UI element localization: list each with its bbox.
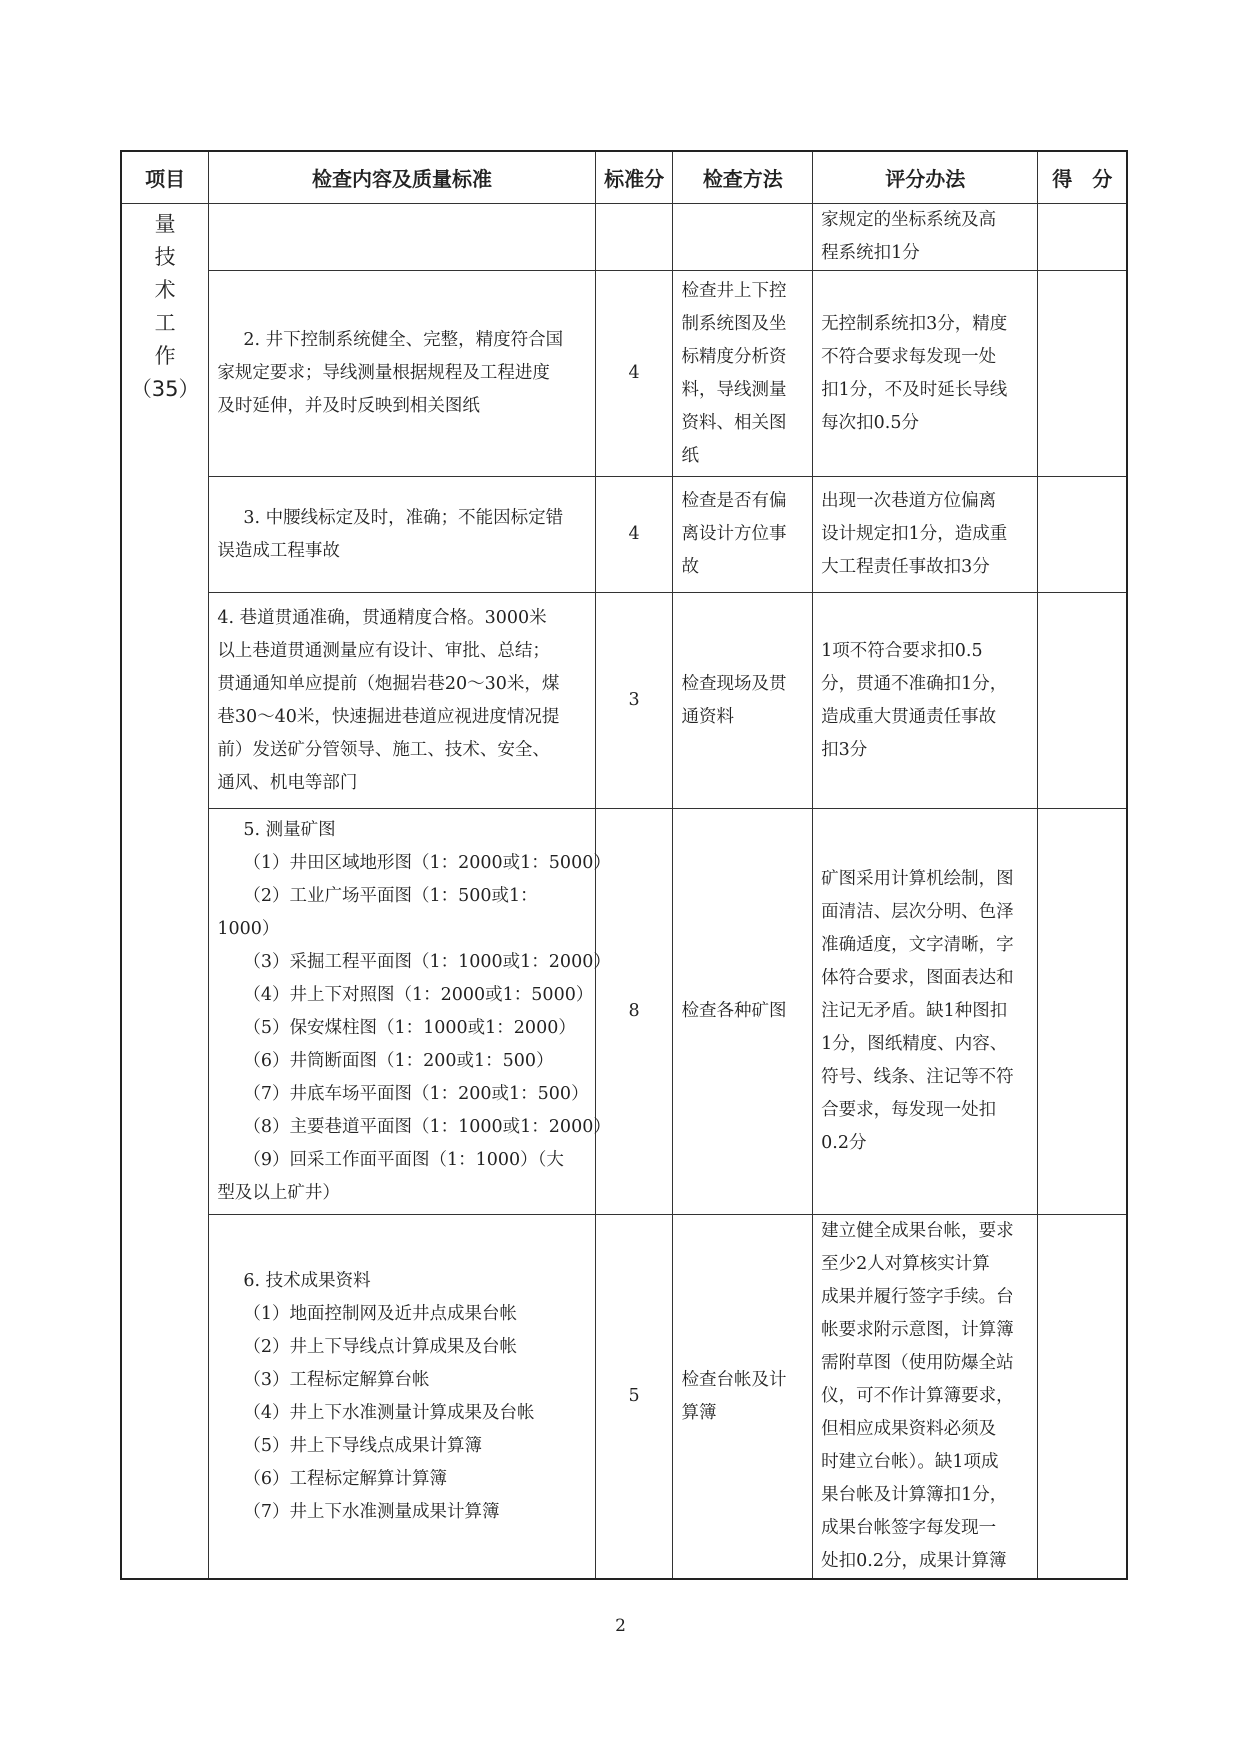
- rule-line: 注记无矛盾。缺1种图扣: [821, 1001, 1008, 1021]
- rule-cell: [813, 593, 1038, 809]
- rule-line: 不符合要求每发现一处: [821, 346, 997, 367]
- rule-cell: [813, 1215, 1038, 1580]
- rule-line: 造成重大贯通责任事故: [821, 706, 997, 727]
- header-content: 检查内容及质量标准: [209, 151, 595, 204]
- method-line: 检查各种矿图: [681, 1001, 787, 1021]
- content-item: （5）井上下导线点成果计算簿: [243, 1435, 482, 1456]
- rule-line: 分，贯通不准确扣1分，: [821, 673, 1008, 694]
- method-line: 料，导线测量: [681, 379, 787, 400]
- content-line: 3. 中腰线标定及时，准确；不能因标定错: [243, 507, 564, 528]
- content-line: 2. 井下控制系统健全、完整，精度符合国: [243, 330, 564, 350]
- page-number: 2: [615, 1616, 626, 1636]
- content-item: （7）井底车场平面图（1：200或1：500）: [243, 1083, 589, 1104]
- score-cell: 8: [595, 809, 673, 1215]
- rule-line: 大工程责任事故扣3分: [821, 557, 990, 577]
- content-cell: [209, 204, 595, 271]
- content-cell: [209, 271, 595, 477]
- content-item: （5）保安煤柱图（1：1000或1：2000）: [243, 1017, 576, 1038]
- content-item: （4）井上下对照图（1：2000或1：5000）: [243, 984, 594, 1005]
- method-line: 检查是否有偏: [681, 491, 787, 511]
- method-cell: [673, 593, 813, 809]
- rule-line: 准确适度，文字清晰，字: [821, 935, 1014, 955]
- content-item: （1）井田区域地形图（1：2000或1：5000）: [243, 852, 611, 873]
- rule-line: 成果并履行签字手续。台: [821, 1287, 1014, 1307]
- rule-line: 设计规定扣1分，造成重: [821, 524, 1008, 544]
- table-row: [121, 809, 1127, 1215]
- rule-cell: [813, 204, 1038, 271]
- content-cell: [209, 1215, 595, 1580]
- content-title: 5. 测量矿图: [243, 819, 336, 840]
- method-cell: [673, 271, 813, 477]
- got-cell: [1038, 204, 1127, 271]
- rule-line: 至少2人对算核实计算: [821, 1254, 990, 1274]
- content-line: 误造成工程事故: [217, 540, 340, 561]
- method-line: 制系统图及坐: [681, 313, 787, 334]
- content-line: 及时延伸，并及时反映到相关图纸: [217, 396, 480, 416]
- got-cell: [1038, 593, 1127, 809]
- content-item: （9）回采工作面平面图（1：1000）（大: [243, 1149, 564, 1170]
- score-cell: [595, 204, 673, 271]
- rule-line: 仪，可不作计算簿要求，: [821, 1386, 1014, 1406]
- rule-line: 合要求，每发现一处扣: [821, 1100, 997, 1120]
- rule-cell: [813, 477, 1038, 593]
- rule-line: 处扣0.2分，成果计算簿: [821, 1551, 1007, 1571]
- rule-line: 帐要求附示意图，计算簿: [821, 1320, 1014, 1340]
- method-line: 检查井上下控: [681, 280, 787, 301]
- method-line: 通资料: [681, 706, 734, 727]
- rule-line: 但相应成果资料必须及: [821, 1419, 997, 1439]
- content-item: （6）井筒断面图（1：200或1：500）: [243, 1050, 554, 1071]
- rule-line: 出现一次巷道方位偏离: [821, 491, 997, 511]
- method-cell: [673, 204, 813, 271]
- rule-cell: [813, 271, 1038, 477]
- content-item: 1000）: [217, 918, 280, 939]
- content-item: （4）井上下水准测量计算成果及台帐: [243, 1402, 535, 1423]
- table-row: [121, 477, 1127, 593]
- content-item: （7）井上下水准测量成果计算簿: [243, 1501, 500, 1522]
- item-char: 工: [154, 311, 176, 335]
- got-cell: [1038, 1215, 1127, 1580]
- header-row: [121, 151, 1127, 204]
- content-item: （1）地面控制网及近井点成果台帐: [243, 1303, 517, 1324]
- method-line: 纸: [681, 445, 699, 466]
- item-char: 技: [154, 245, 176, 269]
- header-method: 检查方法: [673, 151, 813, 204]
- rule-line: 体符合要求，图面表达和: [821, 968, 1014, 988]
- rule-line: 无控制系统扣3分，精度: [821, 313, 1008, 334]
- content-item: （3）采掘工程平面图（1：1000或1：2000）: [243, 951, 611, 972]
- inspection-table: [120, 150, 1128, 1580]
- content-line: 4. 巷道贯通准确，贯通精度合格。3000米: [217, 607, 547, 628]
- rule-line: 程系统扣1分: [821, 243, 920, 263]
- rule-line: 扣1分，不及时延长导线: [821, 379, 1008, 400]
- rule-line: 矿图采用计算机绘制，图: [821, 869, 1014, 889]
- content-cell: [209, 809, 611, 1215]
- table-row: [121, 593, 1127, 809]
- method-line: 故: [681, 557, 699, 577]
- content-cell: [209, 593, 595, 809]
- item-char: （35）: [130, 377, 200, 401]
- method-cell: [673, 1215, 813, 1580]
- content-line: 贯通通知单应提前（炮掘岩巷20～30米，煤: [217, 673, 560, 694]
- method-line: 检查台帐及计: [681, 1369, 787, 1390]
- content-cell: [209, 477, 595, 593]
- got-cell: [1038, 271, 1127, 477]
- content-line: 家规定要求；导线测量根据规程及工程进度: [217, 363, 550, 383]
- item-char: 量: [154, 212, 176, 236]
- method-cell: [673, 809, 813, 1215]
- rule-line: 果台帐及计算簿扣1分，: [821, 1485, 1008, 1505]
- item-char: 作: [154, 344, 176, 368]
- method-line: 资料、相关图: [681, 412, 787, 433]
- item-char: 术: [154, 278, 176, 302]
- method-line: 检查现场及贯: [681, 673, 787, 694]
- header-rule: 评分办法: [813, 151, 1038, 204]
- score-cell: 4: [595, 271, 673, 477]
- header-item: 项目: [121, 151, 209, 204]
- method-line: 算簿: [681, 1402, 717, 1423]
- rule-line: 1项不符合要求扣0.5: [821, 640, 983, 661]
- table-row: [121, 271, 1127, 477]
- rule-line: 0.2分: [821, 1133, 867, 1153]
- content-line: 通风、机电等部门: [217, 772, 358, 793]
- header-got: 得 分: [1038, 151, 1127, 204]
- rule-line: 扣3分: [821, 739, 868, 760]
- rule-line: 每次扣0.5分: [821, 412, 919, 433]
- rule-line: 面清洁、层次分明、色泽: [821, 902, 1014, 922]
- rule-line: 时建立台帐）。缺1项成: [821, 1452, 999, 1472]
- rule-cell: [813, 809, 1038, 1215]
- item-category-cell: [121, 204, 209, 1580]
- rule-line: 需附草图（使用防爆全站: [821, 1353, 1014, 1373]
- content-title: 6. 技术成果资料: [243, 1270, 371, 1291]
- score-cell: 3: [595, 593, 673, 809]
- rule-line: 成果台帐签字每发现一: [821, 1518, 997, 1538]
- content-item: （3）工程标定解算台帐: [243, 1369, 430, 1390]
- score-cell: 5: [595, 1215, 673, 1580]
- content-line: 巷30～40米，快速掘进巷道应视进度情况提: [217, 706, 560, 727]
- got-cell: [1038, 477, 1127, 593]
- rule-line: 符号、线条、注记等不符: [821, 1067, 1014, 1087]
- got-cell: [1038, 809, 1127, 1215]
- rule-line: 1分，图纸精度、内容、: [821, 1034, 1008, 1054]
- content-line: 以上巷道贯通测量应有设计、审批、总结；: [217, 640, 550, 661]
- content-item: （6）工程标定解算计算簿: [243, 1468, 447, 1489]
- content-item: 型及以上矿井）: [217, 1182, 340, 1203]
- content-item: （2）工业广场平面图（1：500或1：: [243, 885, 538, 906]
- content-item: （8）主要巷道平面图（1：1000或1：2000）: [243, 1116, 611, 1137]
- table-row: [121, 1215, 1127, 1580]
- table-row: [121, 204, 1127, 271]
- method-cell: [673, 477, 813, 593]
- method-line: 标精度分析资: [681, 346, 787, 367]
- rule-line: 家规定的坐标系统及高: [821, 210, 997, 230]
- header-score: 标准分: [595, 151, 673, 204]
- content-item: （2）井上下导线点计算成果及台帐: [243, 1336, 517, 1357]
- rule-line: 建立健全成果台帐，要求: [821, 1221, 1014, 1241]
- method-line: 离设计方位事: [681, 524, 787, 544]
- content-line: 前）发送矿分管领导、施工、技术、安全、: [217, 739, 550, 760]
- score-cell: 4: [595, 477, 673, 593]
